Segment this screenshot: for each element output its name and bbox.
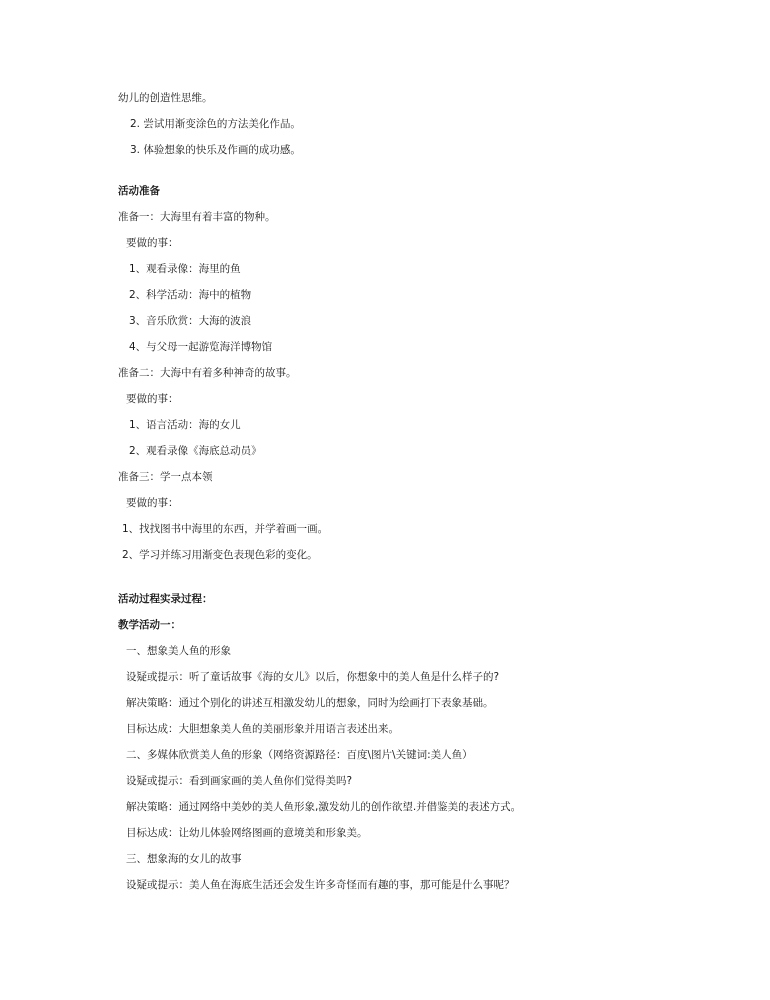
process-line: 二、多媒体欣赏美人鱼的形象（网络资源路径：百度\图片\关键词:美人鱼） <box>126 749 473 761</box>
process-line: 一、想象美人鱼的形象 <box>126 645 231 657</box>
intro-line-1: 幼儿的创造性思维。 <box>118 92 213 104</box>
prep-3-item: 1、找找图书中海里的东西，并学着画一画。 <box>122 523 329 535</box>
prep-1-item: 3、音乐欣赏：大海的波浪 <box>129 315 252 327</box>
process-line: 目标达成：大胆想象美人鱼的美丽形象并用语言表述出来。 <box>126 723 399 735</box>
goal-item-3: 3. 体验想象的快乐及作画的成功感。 <box>130 144 301 156</box>
process-heading: 活动过程实录过程： <box>118 593 213 605</box>
prep-3-item: 2、学习并练习用渐变色表现色彩的变化。 <box>122 549 318 561</box>
process-line: 设疑或提示：美人鱼在海底生活还会发生许多奇怪而有趣的事，那可能是什么事呢？ <box>126 879 515 891</box>
prep-3-title: 准备三：学一点本领 <box>118 471 213 483</box>
prep-2-todo: 要做的事： <box>126 393 179 405</box>
teaching-activity-heading: 教学活动一： <box>118 619 181 631</box>
process-line: 目标达成：让幼儿体验网络图画的意境美和形象美。 <box>126 827 368 839</box>
process-line: 设疑或提示：听了童话故事《海的女儿》以后，你想象中的美人鱼是什么样子的? <box>126 671 500 683</box>
prep-1-item: 4、与父母一起游览海洋博物馆 <box>129 341 273 353</box>
goal-item-2: 2. 尝试用渐变涂色的方法美化作品。 <box>130 118 301 130</box>
process-line: 三、想象海的女儿的故事 <box>126 853 242 865</box>
prep-2-item: 2、观看录像《海底总动员》 <box>129 445 262 457</box>
prep-3-todo: 要做的事： <box>126 497 179 509</box>
process-line: 解决策略：通过网络中美妙的美人鱼形象,激发幼儿的创作欲望.并借鉴美的表述方式。 <box>126 801 522 813</box>
prep-1-item: 1、观看录像：海里的鱼 <box>129 263 241 275</box>
prep-1-title: 准备一：大海里有着丰富的物种。 <box>118 211 276 223</box>
prep-1-todo: 要做的事： <box>126 237 179 249</box>
prep-2-title: 准备二：大海中有着多种神奇的故事。 <box>118 367 297 379</box>
prep-2-item: 1、语言活动：海的女儿 <box>129 419 241 431</box>
process-line: 解决策略：通过个别化的讲述互相激发幼儿的想象，同时为绘画打下表象基础。 <box>126 697 494 709</box>
prep-1-item: 2、科学活动：海中的植物 <box>129 289 252 301</box>
process-line: 设疑或提示：看到画家画的美人鱼你们觉得美吗? <box>126 775 353 787</box>
prep-heading: 活动准备 <box>118 185 160 197</box>
